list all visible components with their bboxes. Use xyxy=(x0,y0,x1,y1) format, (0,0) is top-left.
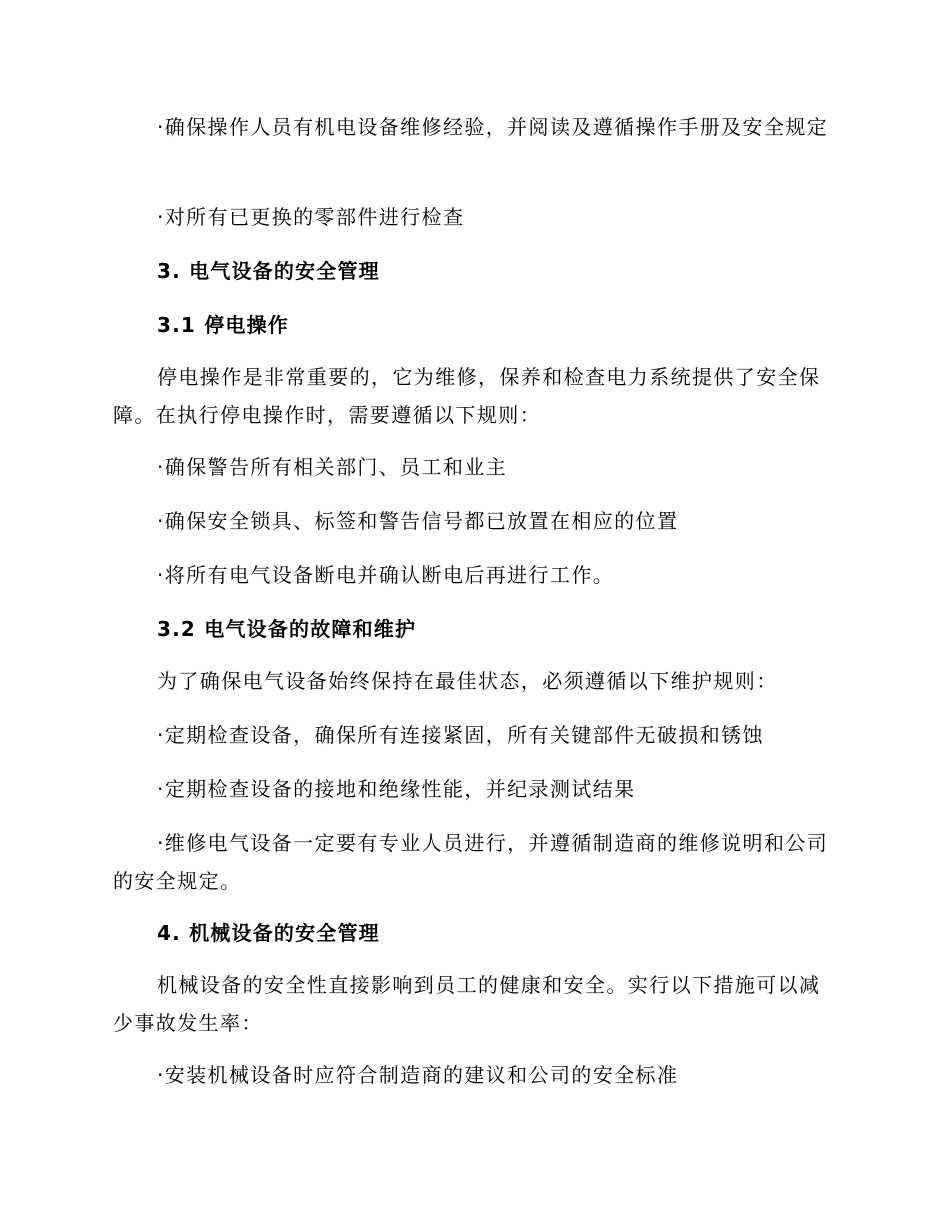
paragraph-maintenance-intro: 为了确保电气设备始终保持在最佳状态，必须遵循以下维护规则： xyxy=(157,669,778,693)
bullet-professional-repair: ·维修电气设备一定要有专业人员进行，并遵循制造商的维修说明和公司的安全规定。 xyxy=(113,831,829,893)
subsection-heading-fault-maintenance: 3.2 电气设备的故障和维护 xyxy=(157,617,417,641)
paragraph-power-off-intro: 停电操作是非常重要的，它为维修，保养和检查电力系统提供了安全保障。在执行停电操作时，需要遵循以下规则： xyxy=(113,365,821,427)
bullet-check-connections: ·定期检查设备，确保所有连接紧固，所有关键部件无破损和锈蚀 xyxy=(157,723,764,747)
section-heading-electrical-safety: 3. 电气设备的安全管理 xyxy=(157,259,380,283)
bullet-disconnect-power: ·将所有电气设备断电并确认断电后再进行工作。 xyxy=(157,563,615,587)
bullet-inspect-replaced-parts: ·对所有已更换的零部件进行检查 xyxy=(157,205,465,229)
bullet-grounding-insulation: ·定期检查设备的接地和绝缘性能，并纪录测试结果 xyxy=(157,777,636,801)
bullet-operator-experience: ·确保操作人员有机电设备维修经验，并阅读及遵循操作手册及安全规定 xyxy=(157,115,829,139)
paragraph-mechanical-intro: 机械设备的安全性直接影响到员工的健康和安全。实行以下措施可以减少事故发生率： xyxy=(113,973,821,1035)
bullet-warn-departments: ·确保警告所有相关部门、员工和业主 xyxy=(157,455,508,479)
subsection-heading-power-off: 3.1 停电操作 xyxy=(157,313,289,337)
bullet-install-standards: ·安装机械设备时应符合制造商的建议和公司的安全标准 xyxy=(157,1063,679,1087)
bullet-locks-tags-signals: ·确保安全锁具、标签和警告信号都已放置在相应的位置 xyxy=(157,509,679,533)
section-heading-mechanical-safety: 4. 机械设备的安全管理 xyxy=(157,921,380,945)
